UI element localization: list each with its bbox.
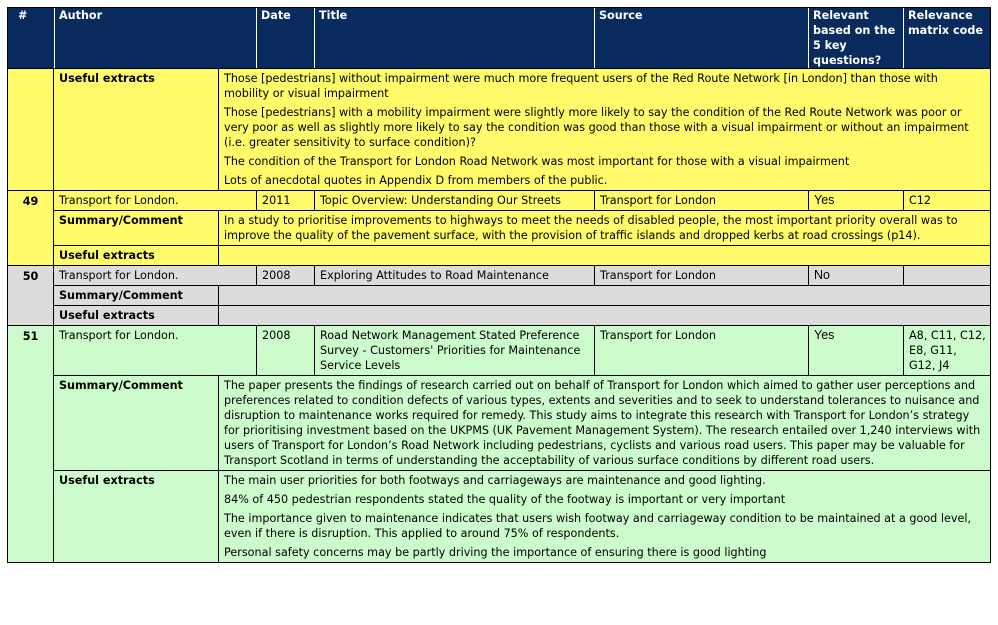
header-source: Source [594,8,808,68]
header-title: Title [314,8,594,68]
summary-row [54,376,990,471]
useful-extracts-label: Useful extracts [59,309,155,322]
relevant-cell: Yes [808,191,903,210]
title-cell: Road Network Management Stated Preference Survey - Customers' Priorities for Maintenance Service Levels [314,326,594,375]
extract-item: The condition of the Transport for London Road Network was most important for those with a visual impairment [224,155,850,168]
header-author: Author [54,8,256,68]
summary-label: Summary/Comment [59,289,183,302]
title-cell: Topic Overview: Understanding Our Streets [314,191,594,210]
metadata-row [54,266,990,286]
summary-content: In a study to prioritise improvements to highways to meet the needs of disabled people, the most important priority overall was to improve the quality of the pavement surface, with the provision of traffic islands and dropped kerbs at road crossings (p14). [218,211,990,245]
table-entry-50 [8,266,990,326]
date-cell: 2011 [256,191,314,210]
header-matrix-code: Relevance matrix code [903,8,990,68]
author-cell: Transport for London. [59,269,179,282]
metadata-row [54,326,990,376]
header-date: Date [256,8,314,68]
extract-item: Those [pedestrians] with a mobility impairment were slightly more likely to say the condition of the Red Route Network was poor or very poor as well as slightly more likely to say the condition was good than those with a visual impairment or without an impairment (i.e. greater sensitivity to surface condition)? [224,106,969,149]
summary-content [218,286,990,305]
entry-number [8,69,54,190]
literature-review-table [7,7,991,563]
useful-extracts-label: Useful extracts [59,249,155,262]
useful-extracts-row [54,306,990,325]
summary-label: Summary/Comment [59,214,183,227]
relevant-cell: Yes [808,326,903,375]
matrix-code-cell: A8, C11, C12, E8, G11, G12, J4 [903,326,990,375]
title-cell: Exploring Attitudes to Road Maintenance [314,266,594,285]
entry-number: 49 [8,191,54,265]
useful-extracts-label: Useful extracts [59,474,155,487]
useful-extracts-content [218,471,990,562]
source-cell: Transport for London [594,326,808,375]
extract-item: The main user priorities for both footways and carriageways are maintenance and good lighting. [224,474,766,487]
metadata-row [54,191,990,211]
extract-item: Those [pedestrians] without impairment were much more frequent users of the Red Route Network [in London] than those with mobility or visual impairment [224,72,938,100]
date-cell: 2008 [256,326,314,375]
table-header-row [8,8,990,69]
source-cell: Transport for London [594,266,808,285]
table-entry-49 [8,191,990,266]
useful-extracts-content [218,69,990,190]
extract-item: 84% of 450 pedestrian respondents stated the quality of the footway is important or very important [224,493,786,506]
author-cell: Transport for London. [59,194,179,207]
useful-extracts-row [54,246,990,265]
relevant-cell: No [808,266,903,285]
table-entry-51 [8,326,990,562]
summary-row [54,211,990,246]
useful-extracts-content [218,246,990,265]
useful-extracts-content [218,306,990,325]
useful-extracts-row [54,471,990,562]
header-num: # [18,9,28,22]
extract-item: The importance given to maintenance indicates that users wish footway and carriageway condition to be maintained at a good level, even if there is disruption. This applied to around 75% of respondents. [224,512,972,540]
source-cell: Transport for London [594,191,808,210]
date-cell: 2008 [256,266,314,285]
entry-number: 51 [8,326,54,562]
useful-extracts-row [54,69,990,190]
summary-label: Summary/Comment [59,379,183,392]
matrix-code-cell: C12 [903,191,990,210]
table-entry-previous [8,69,990,191]
author-cell: Transport for London. [59,329,179,342]
useful-extracts-label: Useful extracts [59,72,155,85]
extract-item: Personal safety concerns may be partly driving the importance of ensuring there is good lighting [224,546,767,559]
summary-row [54,286,990,306]
header-relevant: Relevant based on the 5 key questions? [808,8,903,68]
extract-item: Lots of anecdotal quotes in Appendix D from members of the public. [224,174,608,187]
matrix-code-cell [903,266,990,285]
summary-content: The paper presents the findings of research carried out on behalf of Transport for London which aimed to gather user perceptions and preferences related to condition defects of various types, extents and severities and to seek to understand tolerances to nuisance and disruption to maintenance works required for remedy. This study aims to integrate this research with Transport for London’s strategy for prioritising investment based on the UKPMS (UK Pavement Management System). The research entailed over 1,240 interviews with users of Transport for London’s Road Network including pedestrians, cyclists and various road users. This paper may be valuable for Transport Scotland in terms of understanding the acceptability of various surface conditions by different road users. [218,376,990,470]
entry-number: 50 [8,266,54,325]
